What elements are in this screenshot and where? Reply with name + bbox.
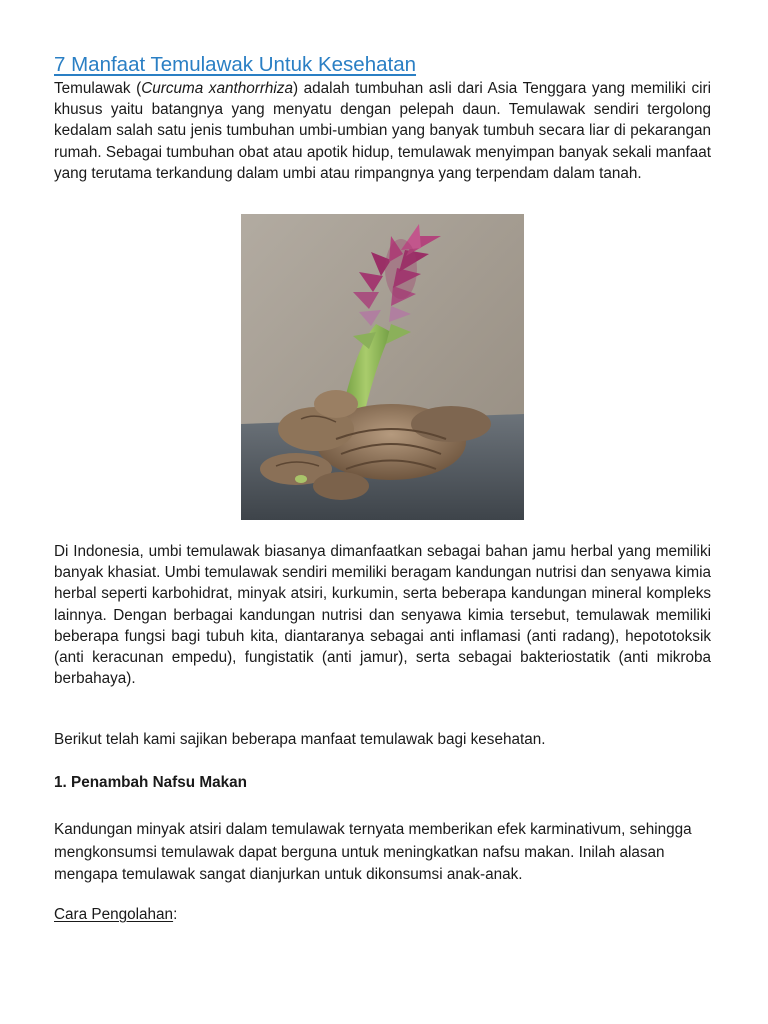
temulawak-plant-photo — [241, 214, 524, 520]
cara-pengolahan-label — [54, 906, 177, 924]
article-title-link[interactable]: 7 Manfaat Temulawak Untuk Kesehatan — [54, 53, 417, 76]
scientific-name: Curcuma xanthorrhiza — [141, 80, 293, 97]
cara-pengolahan-text: Cara Pengolahan — [54, 906, 174, 923]
paragraph-2: Di Indonesia, umbi temulawak biasanya dimanfaatkan sebagai bahan jamu herbal yang memiliki banyak khasiat. Umbi temulawak sendiri memiliki beragam kandungan nutrisi dan senyawa kimia herbal seperti karbohidrat, minyak atsiri, kurkumin, serta beberapa kandungan mineral kompleks lainnya. Dengan berbagai kandungan nutrisi dan senyawa kimia tersebut, temulawak memiliki beberapa fungsi bagi tubuh kita, diantaranya sebagai anti inflamasi (anti radang), hepototoksik (anti keracunan empedu), fungistatik (anti jamur), serta sebagai bakteriostatik (anti mikroba berbahaya). — [54, 543, 711, 688]
section-1-heading: 1. Penambah Nafsu Makan — [54, 774, 247, 791]
cara-pengolahan-colon: : — [173, 906, 178, 923]
intro-paragraph — [54, 78, 711, 184]
paragraph-3: Berikut telah kami sajikan beberapa manfaat temulawak bagi kesehatan. — [54, 731, 546, 748]
intro-text-rest: ) adalah tumbuhan asli dari Asia Tenggara yang memiliki ciri khusus yaitu batangnya yang menyatu dengan pelepah daun. Temulawak sendiri tergolong kedalam salah satu jenis tumbuhan umbi-umbian yang banyak tumbuh secara liar di pekarangan rumah. Sebagai tumbuhan obat atau apotik hidup, temulawak menyimpan banyak sekali manfaat yang terutama terkandung dalam umbi atau rimpangnya yang terpendam dalam tanah. — [54, 80, 712, 182]
intro-text-start: Temulawak ( — [54, 80, 142, 97]
section-1-text: Kandungan minyak atsiri dalam temulawak ternyata memberikan efek karminativum, sehingga mengkonsumsi temulawak dapat berguna untuk meningkatkan nafsu makan. Inilah alasan mengapa temulawak sangat dianjurkan untuk dikonsumsi anak-anak. — [54, 821, 692, 884]
